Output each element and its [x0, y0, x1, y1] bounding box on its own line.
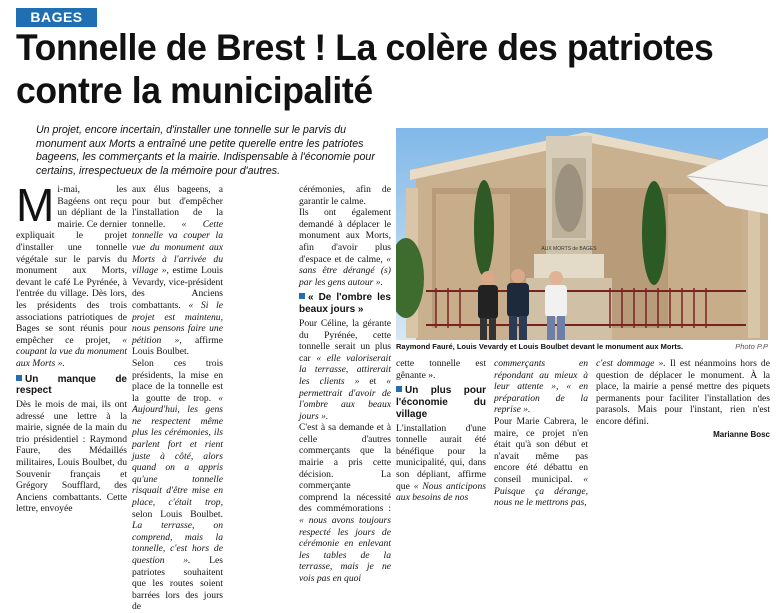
- col6-quote-1: commerçants en répondant au mieux à leur attente »,: [494, 358, 588, 393]
- col3-paragraph-4: C'est à sa demande et à celle d'autres commerçants que la mairie a pris cette décision. La commerçante comprend la nécessité des commémorations :: [299, 422, 391, 515]
- monument-photo-illustration: [396, 128, 768, 340]
- cypress-tree-right: [642, 181, 666, 285]
- lead-paragraph: Un projet, encore incertain, d'installer une tonnelle sur le parvis du monument aux Morts a entraîné une petite querelle entre les patriotes bageens, les commerçants et la mairie. Indispensable à l'économie pour certains, irrespectueux de la mémoire pour d'autres.: [36, 124, 375, 177]
- col2-paragraph-1b: estime Louis Vevardy, vice-président des Anciens combattants.: [132, 265, 223, 311]
- photo-credit: Photo P.P: [735, 342, 768, 351]
- subheading-shade: « De l'ombre les beaux jours »: [299, 292, 391, 316]
- col7-paragraph-1: Il est néanmoins hors de question de déplacer le monument. À la place, la mairie a pensé mettre des piquets permanents pour faciliter l'installation des parasols. Mais pour l'instant, rien n'est encore défini.: [596, 358, 770, 427]
- col6-quote-3: « Puisque ça dérange, nous ne le mettrons pas,: [494, 473, 588, 509]
- col3-quote-3: « permettrait d'avoir de l'ombre aux beaux jours ».: [299, 375, 391, 422]
- article-photo: [396, 128, 768, 340]
- section-tag: BAGES: [16, 8, 97, 27]
- col2-quote-3: « Aujourd'hui, les gens ne respectent même plus les cérémonies, ils parlent fort et rient juste à côté, alors quand on a appris qu'une tonnelle risquait d'être mise en place, c'était trop,: [132, 392, 223, 509]
- subheading-economy: Un plus pour l'économie du village: [396, 385, 486, 420]
- article-column-3: [299, 184, 391, 585]
- dropcap: M: [16, 179, 55, 231]
- col3-paragraph-1: cérémonies, afin de garantir le calme.: [299, 184, 391, 207]
- iron-fence: [426, 290, 746, 292]
- author-signature: Marianne Bosc: [713, 429, 770, 439]
- col2-paragraph-3: Les patriotes souhaitent que les routes soient barrées lors des jours de: [132, 555, 223, 613]
- bullet-square-icon: [299, 293, 305, 299]
- col7-quote-1: c'est dommage ».: [596, 358, 670, 369]
- col3-quote-2: « elle valoriserait la terrasse, attirerait les clients »: [299, 352, 391, 387]
- subheading-respect: Un manque de respect: [16, 373, 127, 397]
- article-column-2: [132, 184, 223, 613]
- col6-quote-2: « en préparation de la reprise ».: [494, 381, 588, 416]
- col2-paragraph-1c: affirme Louis Boulbet.: [132, 334, 223, 358]
- col3-paragraph-2: Ils ont également demandé à déplacer le monument aux Morts, afin d'avoir plus d'espace et de calme,: [299, 207, 391, 265]
- col3-paragraph-3b: et: [369, 375, 387, 387]
- bullet-square-icon: [396, 386, 402, 392]
- article-column-4: cette tonnelle est gênante ». Un plus pour l'économie du village L'installation d'une tonnelle aurait été bénéfique pour la municipalité, qui, dans son dépliant, affirme que « Nous anticipons aux besoins de nos: [396, 358, 486, 504]
- article-column-6: [596, 358, 770, 440]
- bullet-square-icon: [16, 375, 22, 381]
- col3-paragraph-3: Pour Céline, la gérante du Pyrénée, cette tonnelle serait un plus car: [299, 317, 391, 364]
- col2-quote-4: La terrasse, on comprend, mais la tonnelle, c'est hors de question ».: [132, 520, 223, 566]
- col2-quote-2: « Si le projet est maintenu, nous pensons faire une pétition »,: [132, 299, 224, 346]
- col5-paragraph-1: L'installation d'une tonnelle aurait été bénéfique pour la municipalité, qui, dans son dépliant, affirme que: [396, 422, 486, 492]
- col2-paragraph-2b: selon Louis Boulbet.: [132, 508, 223, 520]
- col5-quote-2: « Nous anticipons aux besoins de nos: [396, 480, 486, 504]
- col1-paragraph-2: Dès le mois de mai, ils ont adressé une lettre à la mairie, signée de la main du trio présidentiel : Raymond Faure, des Médaillés militaires, Louis Boulbet, du Souvenir français et Grégory Soufflard, des Anciens combattants. Cette lettre, envoyée: [16, 399, 127, 515]
- col3-quote-4: « nous avons toujours respecté les jours de cérémonie en enlevant les tables de la terrasse, mais je ne vois pas en quoi: [299, 515, 391, 584]
- photo-caption: [396, 342, 768, 352]
- col2-paragraph-2: Selon ces trois présidents, la mise en place de la tonnelle est la goutte de trop.: [132, 357, 223, 404]
- caption-text: Raymond Fauré, Louis Vevardy et Louis Boulbet devant le monument aux Morts.: [396, 342, 684, 351]
- col6-paragraph-1: Pour Marie Cabrera, le maire, ce projet n'en était qu'à son début et n'avait même pas encore été débattu en conseil municipal.: [494, 415, 588, 485]
- article-column-1: [16, 179, 127, 515]
- cypress-tree-left: [474, 180, 494, 276]
- col1-paragraph-1: i-mai, les Bagéens ont reçu un dépliant de la mairie. Ce dernier expliquait le projet d'installer une tonnelle végétale sur le parvis du monument aux Morts, devant le café Le Pyrénée, à l'entrée du village. Dès lors, les présidents des trois associations patriotiques de Bages se sont réunis pour empêcher ce projet,: [16, 184, 127, 346]
- col2-quote-1: « Cette tonnelle va couper la vue du monument aux Morts à l'arrivée du village »,: [132, 218, 223, 277]
- monument-plaque-text: AUX MORTS de BAGES: [541, 246, 597, 252]
- col2-paragraph-1: aux élus bageens, a pour but d'empêcher l'installation de la tonnelle.: [132, 184, 223, 230]
- headline: Tonnelle de Brest ! La colère des patriotes contre la municipalité: [16, 27, 714, 111]
- col3-quote-1: « sans être dérangé (s) par les gens autour ».: [299, 253, 391, 288]
- col1-quote-1: « coupant la vue du monument aux Morts ».: [16, 334, 127, 369]
- article-column-5: [494, 358, 588, 509]
